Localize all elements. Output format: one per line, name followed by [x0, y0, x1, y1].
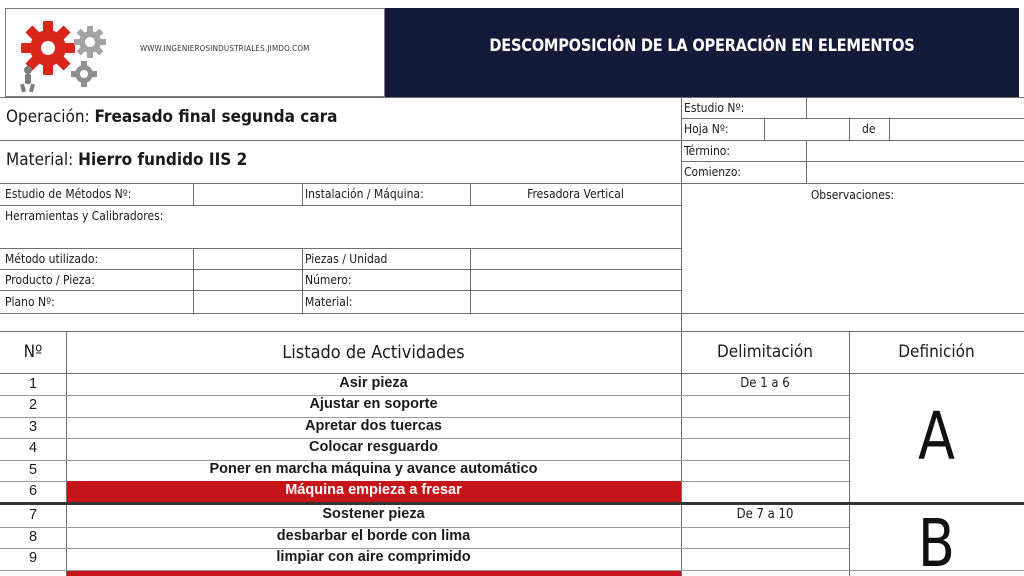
row-number: 2: [28, 397, 38, 414]
row-activity: Ajustar en soporte: [309, 396, 438, 413]
plano-label: Plano Nº:: [5, 295, 55, 309]
row-number: 5: [28, 461, 38, 478]
material-label: Material:: [6, 150, 74, 170]
piezas-unidad-label: Piezas / Unidad: [305, 252, 388, 266]
material-value: Hierro fundido IIS 2: [78, 150, 248, 170]
group-letter: A: [917, 398, 956, 475]
observaciones-label: Observaciones:: [810, 188, 895, 202]
operacion-label: Operación:: [6, 107, 90, 127]
highlight-row-bg-partial: [67, 571, 681, 576]
document-title: DESCOMPOSICIÓN DE LA OPERACIÓN EN ELEMENTOS: [489, 36, 915, 56]
row-number: 3: [28, 418, 38, 435]
herramientas-label: Herramientas y Calibradores:: [5, 209, 164, 223]
row-number: 6: [28, 483, 38, 499]
gears-logo-icon: [10, 12, 130, 94]
numero-label: Número:: [305, 273, 352, 287]
row-activity: Colocar resguardo: [309, 439, 438, 456]
instalacion-label: Instalación / Máquina:: [305, 187, 424, 201]
row-number: 4: [28, 440, 38, 457]
operacion-value: Freasado final segunda cara: [94, 107, 338, 127]
header-definicion: Definición: [898, 342, 975, 362]
row-activity: Apretar dos tuercas: [305, 417, 442, 434]
estudio-label: Estudio Nº:: [684, 101, 745, 115]
material2-label: Material:: [305, 295, 353, 309]
row-number: 1: [28, 376, 38, 392]
instalacion-value: Fresadora Vertical: [527, 187, 624, 201]
de-label: de: [862, 122, 876, 136]
producto-label: Producto / Pieza:: [5, 273, 95, 287]
material-field: [6, 150, 247, 170]
row-activity: Sostener pieza: [322, 506, 425, 523]
row-activity: desbarbar el borde con lima: [276, 527, 471, 544]
row-activity: Máquina empieza a fresar: [285, 482, 462, 498]
estudio-metodos-label: Estudio de Métodos Nº:: [5, 187, 132, 201]
row-activity: Poner en marcha máquina y avance automático: [209, 460, 538, 477]
hoja-label: Hoja Nº:: [684, 122, 729, 136]
group-letter: B: [917, 505, 956, 576]
row-delimitacion: De 1 a 6: [740, 376, 790, 391]
comienzo-label: Comienzo:: [684, 165, 742, 179]
row-number: 7: [28, 507, 38, 524]
row-activity: limpiar con aire comprimido: [276, 549, 471, 566]
header-num: Nº: [23, 342, 43, 362]
row-delimitacion: De 7 a 10: [736, 507, 794, 523]
header-delimitacion: Delimitación: [717, 342, 813, 362]
row-number: 8: [28, 528, 38, 545]
row-number: 9: [28, 550, 38, 567]
row-activity: Asir pieza: [339, 375, 408, 391]
operacion-field: [6, 107, 338, 127]
website-url: WWW.INGENIEROSINDUSTRIALES.JIMDO.COM: [140, 44, 310, 53]
termino-label: Término:: [684, 144, 731, 158]
metodo-label: Método utilizado:: [5, 252, 99, 266]
header-actividades: Listado de Actividades: [282, 342, 465, 363]
